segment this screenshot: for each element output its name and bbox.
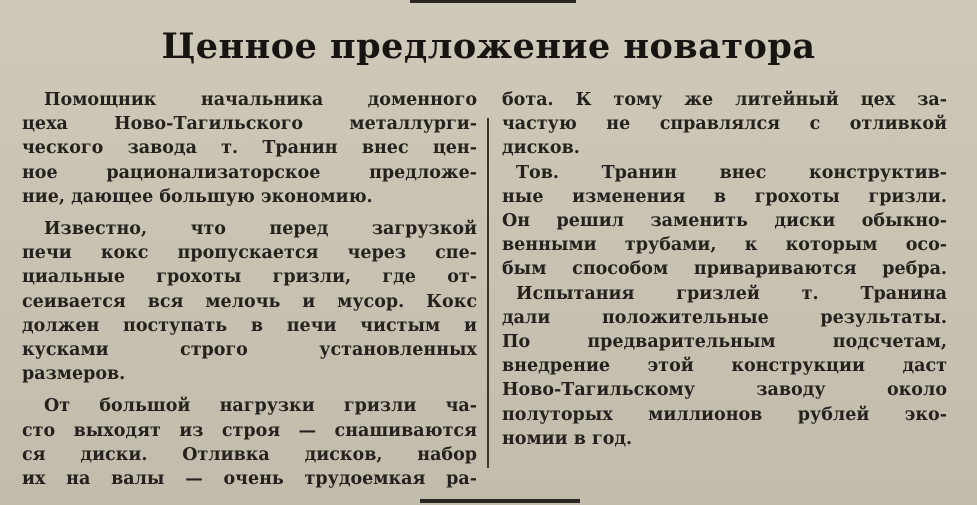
text-line: должен поступать в печи чистым и [22, 315, 477, 336]
text-line: бым способом привариваются ребра. [502, 259, 947, 280]
text-line: ческого завода т. Транин внес цен- [22, 138, 477, 159]
text-line: ные изменения в грохоты гризли. [502, 186, 947, 207]
top-rule [410, 0, 576, 3]
text-line: номии в год. [502, 428, 633, 449]
text-line: По предварительным подсчетам, [502, 332, 947, 353]
text-line: ное рационализаторское предложе- [22, 162, 477, 183]
article-column-right [502, 88, 947, 451]
text-line: венными трубами, к которым осо- [502, 235, 947, 256]
column-divider [487, 118, 489, 468]
paragraph-gap [22, 386, 477, 394]
text-line: Ново-Тагильскому заводу около [502, 380, 947, 401]
text-line: их на валы — очень трудоемкая ра- [22, 469, 477, 490]
text-line: дали положительные результаты. [502, 307, 947, 328]
text-line: ся диски. Отливка дисков, набор [22, 444, 477, 465]
text-line: Известно, что перед загрузкой [44, 219, 477, 240]
text-line: ние, дающее большую экономию. [22, 186, 373, 207]
text-line: частую не справлялся с отливкой [502, 114, 947, 135]
text-line: Испытания гризлей т. Транина [516, 283, 947, 304]
text-line: размеров. [22, 364, 126, 385]
text-line: циальные грохоты гризли, где от- [22, 267, 477, 288]
text-line: бота. К тому же литейный цех за- [502, 90, 947, 110]
bottom-rule [420, 499, 580, 503]
text-line: Тов. Транин внес конструктив- [516, 162, 947, 183]
text-line: печи кокс пропускается через спе- [22, 243, 477, 264]
text-line: сеивается вся мелочь и мусор. Кокс [22, 291, 477, 312]
text-line: Он решил заменить диски обыкно- [502, 211, 947, 232]
text-line: полуторых миллионов рублей эко- [502, 404, 947, 425]
text-line: цеха Ново-Тагильского металлурги- [22, 114, 477, 135]
text-line: От большой нагрузки гризли ча- [44, 396, 477, 417]
text-line: кусками строго установленных [22, 340, 477, 361]
text-line: дисков. [502, 138, 580, 159]
article-column-left [22, 88, 477, 491]
text-line: внедрение этой конструкции даст [502, 356, 947, 377]
text-line: сто выходят из строя — снашиваются [22, 420, 477, 441]
text-line: Помощник начальника доменного [44, 90, 477, 110]
article-headline: Ценное предложение новатора [161, 26, 816, 67]
paragraph-gap [22, 209, 477, 217]
